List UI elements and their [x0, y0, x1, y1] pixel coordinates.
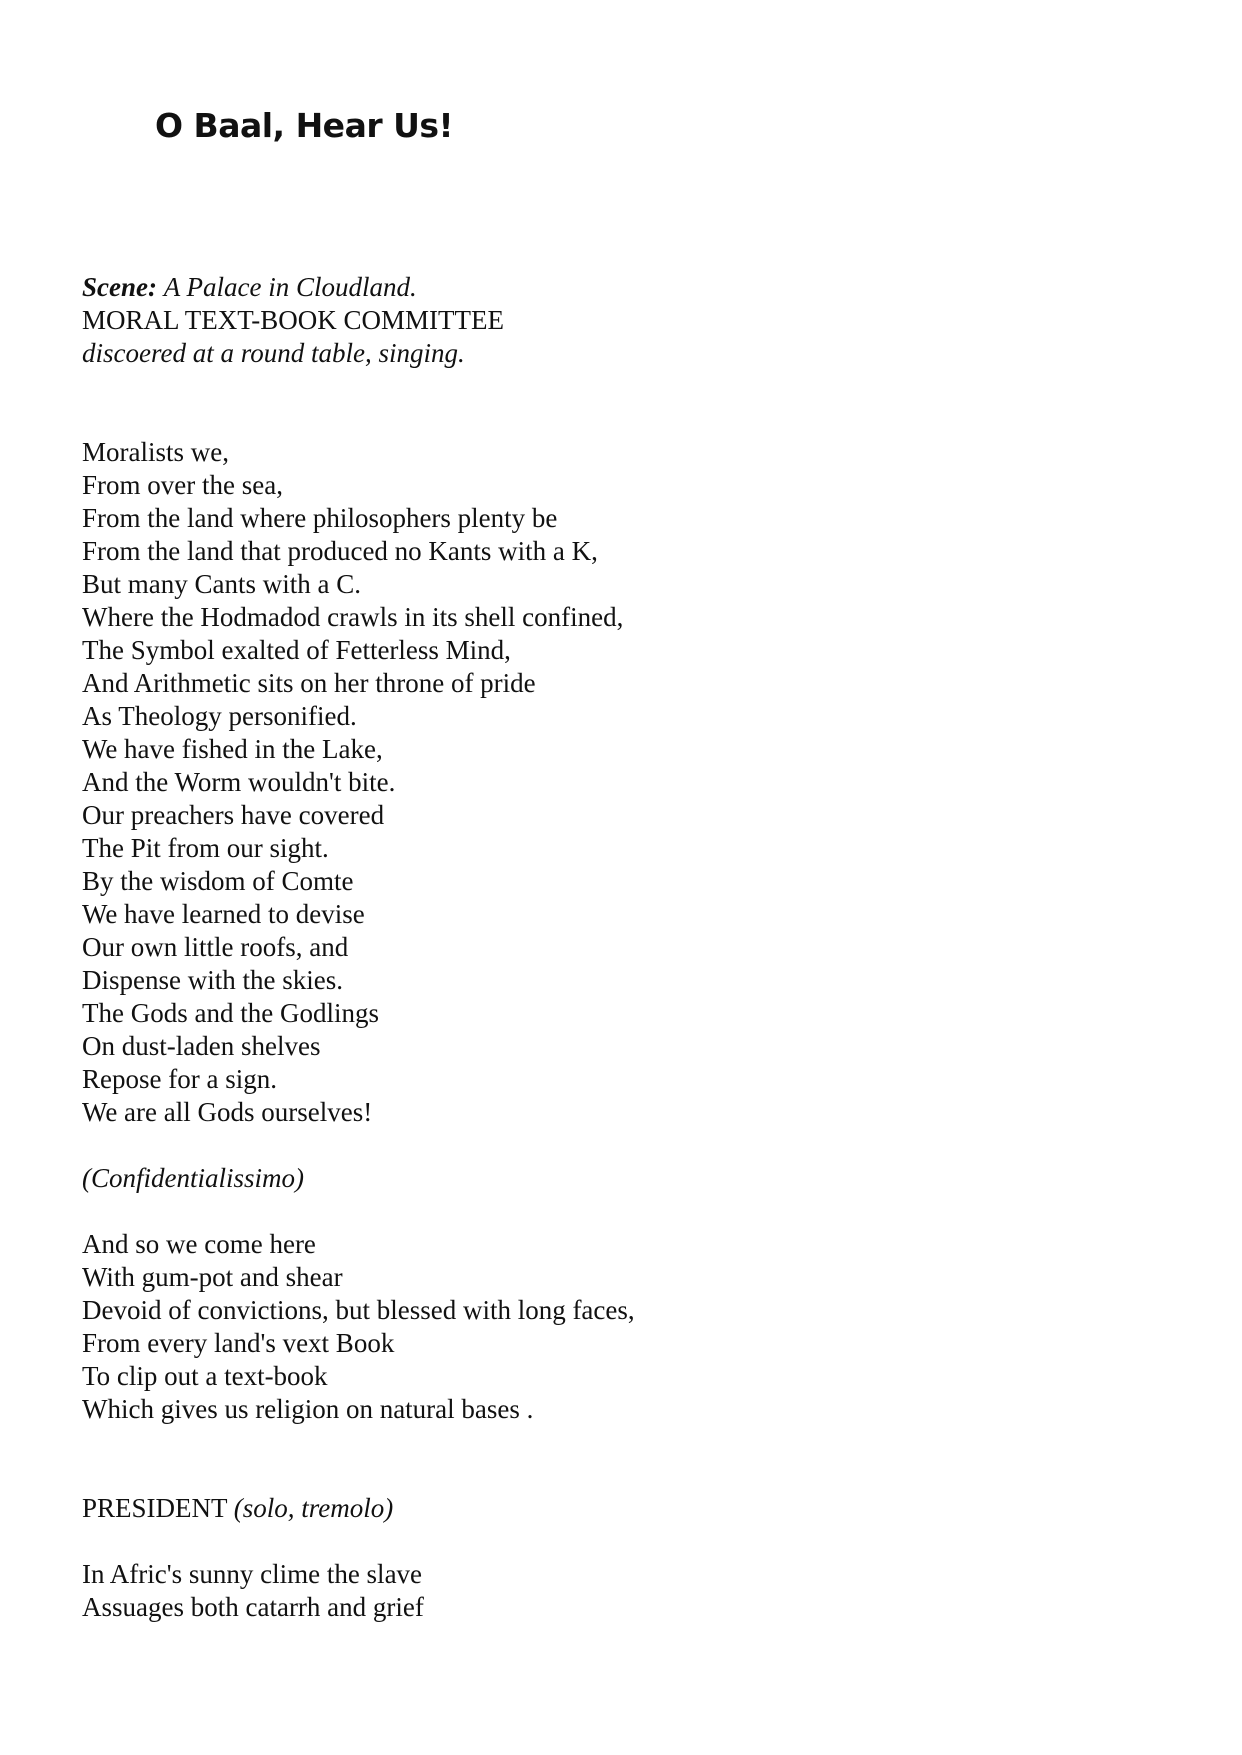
verse-line: The Gods and the Godlings [82, 998, 379, 1028]
verse-line: And Arithmetic sits on her throne of pride [82, 668, 536, 698]
spacer [82, 370, 1182, 436]
verse-line: The Symbol exalted of Fetterless Mind, [82, 635, 511, 665]
verse-line: From the land where philosophers plenty be [82, 503, 558, 533]
verse-line: We have fished in the Lake, [82, 734, 383, 764]
verse-line: To clip out a text-book [82, 1361, 328, 1391]
verse-line: Moralists we, [82, 437, 229, 467]
verse-line: And the Worm wouldn't bite. [82, 767, 396, 797]
verse-line: From every land's vext Book [82, 1328, 395, 1358]
verse-line: The Pit from our sight. [82, 833, 329, 863]
verse-line: On dust-laden shelves [82, 1031, 321, 1061]
verse-line: From over the sea, [82, 470, 283, 500]
aside-direction: (Confidentialissimo) [82, 1163, 304, 1193]
verse-line: And so we come here [82, 1229, 316, 1259]
scene-label: Scene: [82, 272, 157, 302]
scene-place: A Palace in Cloudland. [163, 272, 417, 302]
spacer [82, 1129, 1182, 1162]
poem-title: O Baal, Hear Us! [155, 106, 454, 145]
stage-direction: discoered at a round table, singing. [82, 338, 465, 368]
spacer [82, 1426, 1182, 1492]
verse-line: In Afric's sunny clime the slave [82, 1559, 423, 1589]
scene-line [82, 271, 1182, 304]
verse-line: By the wisdom of Comte [82, 866, 354, 896]
poem-body [82, 271, 1182, 1624]
spacer [82, 1195, 1182, 1228]
verse-line: But many Cants with a C. [82, 569, 361, 599]
verse-line: Assuages both catarrh and grief [82, 1592, 424, 1622]
chorus-stanza [82, 436, 1182, 1129]
verse-line: As Theology personified. [82, 701, 357, 731]
verse-line: Repose for a sign. [82, 1064, 277, 1094]
verse-line: We have learned to devise [82, 899, 365, 929]
verse-line: Which gives us religion on natural bases . [82, 1394, 534, 1424]
verse-line: With gum-pot and shear [82, 1262, 343, 1292]
verse-line: Dispense with the skies. [82, 965, 343, 995]
confidential-stanza [82, 1228, 1182, 1426]
speaker-direction: (solo, tremolo) [233, 1493, 394, 1523]
verse-line: From the land that produced no Kants with a K, [82, 536, 598, 566]
president-stanza [82, 1558, 1182, 1624]
committee-name: MORAL TEXT-BOOK COMMITTEE [82, 305, 504, 335]
verse-line: We are all Gods ourselves! [82, 1097, 373, 1127]
verse-line: Our own little roofs, and [82, 932, 349, 962]
verse-line: Where the Hodmadod crawls in its shell confined, [82, 602, 624, 632]
verse-line: Our preachers have covered [82, 800, 385, 830]
speaker-line [82, 1492, 1182, 1525]
speaker-name: PRESIDENT [82, 1493, 228, 1523]
verse-line: Devoid of convictions, but blessed with long faces, [82, 1295, 635, 1325]
spacer [82, 1525, 1182, 1558]
